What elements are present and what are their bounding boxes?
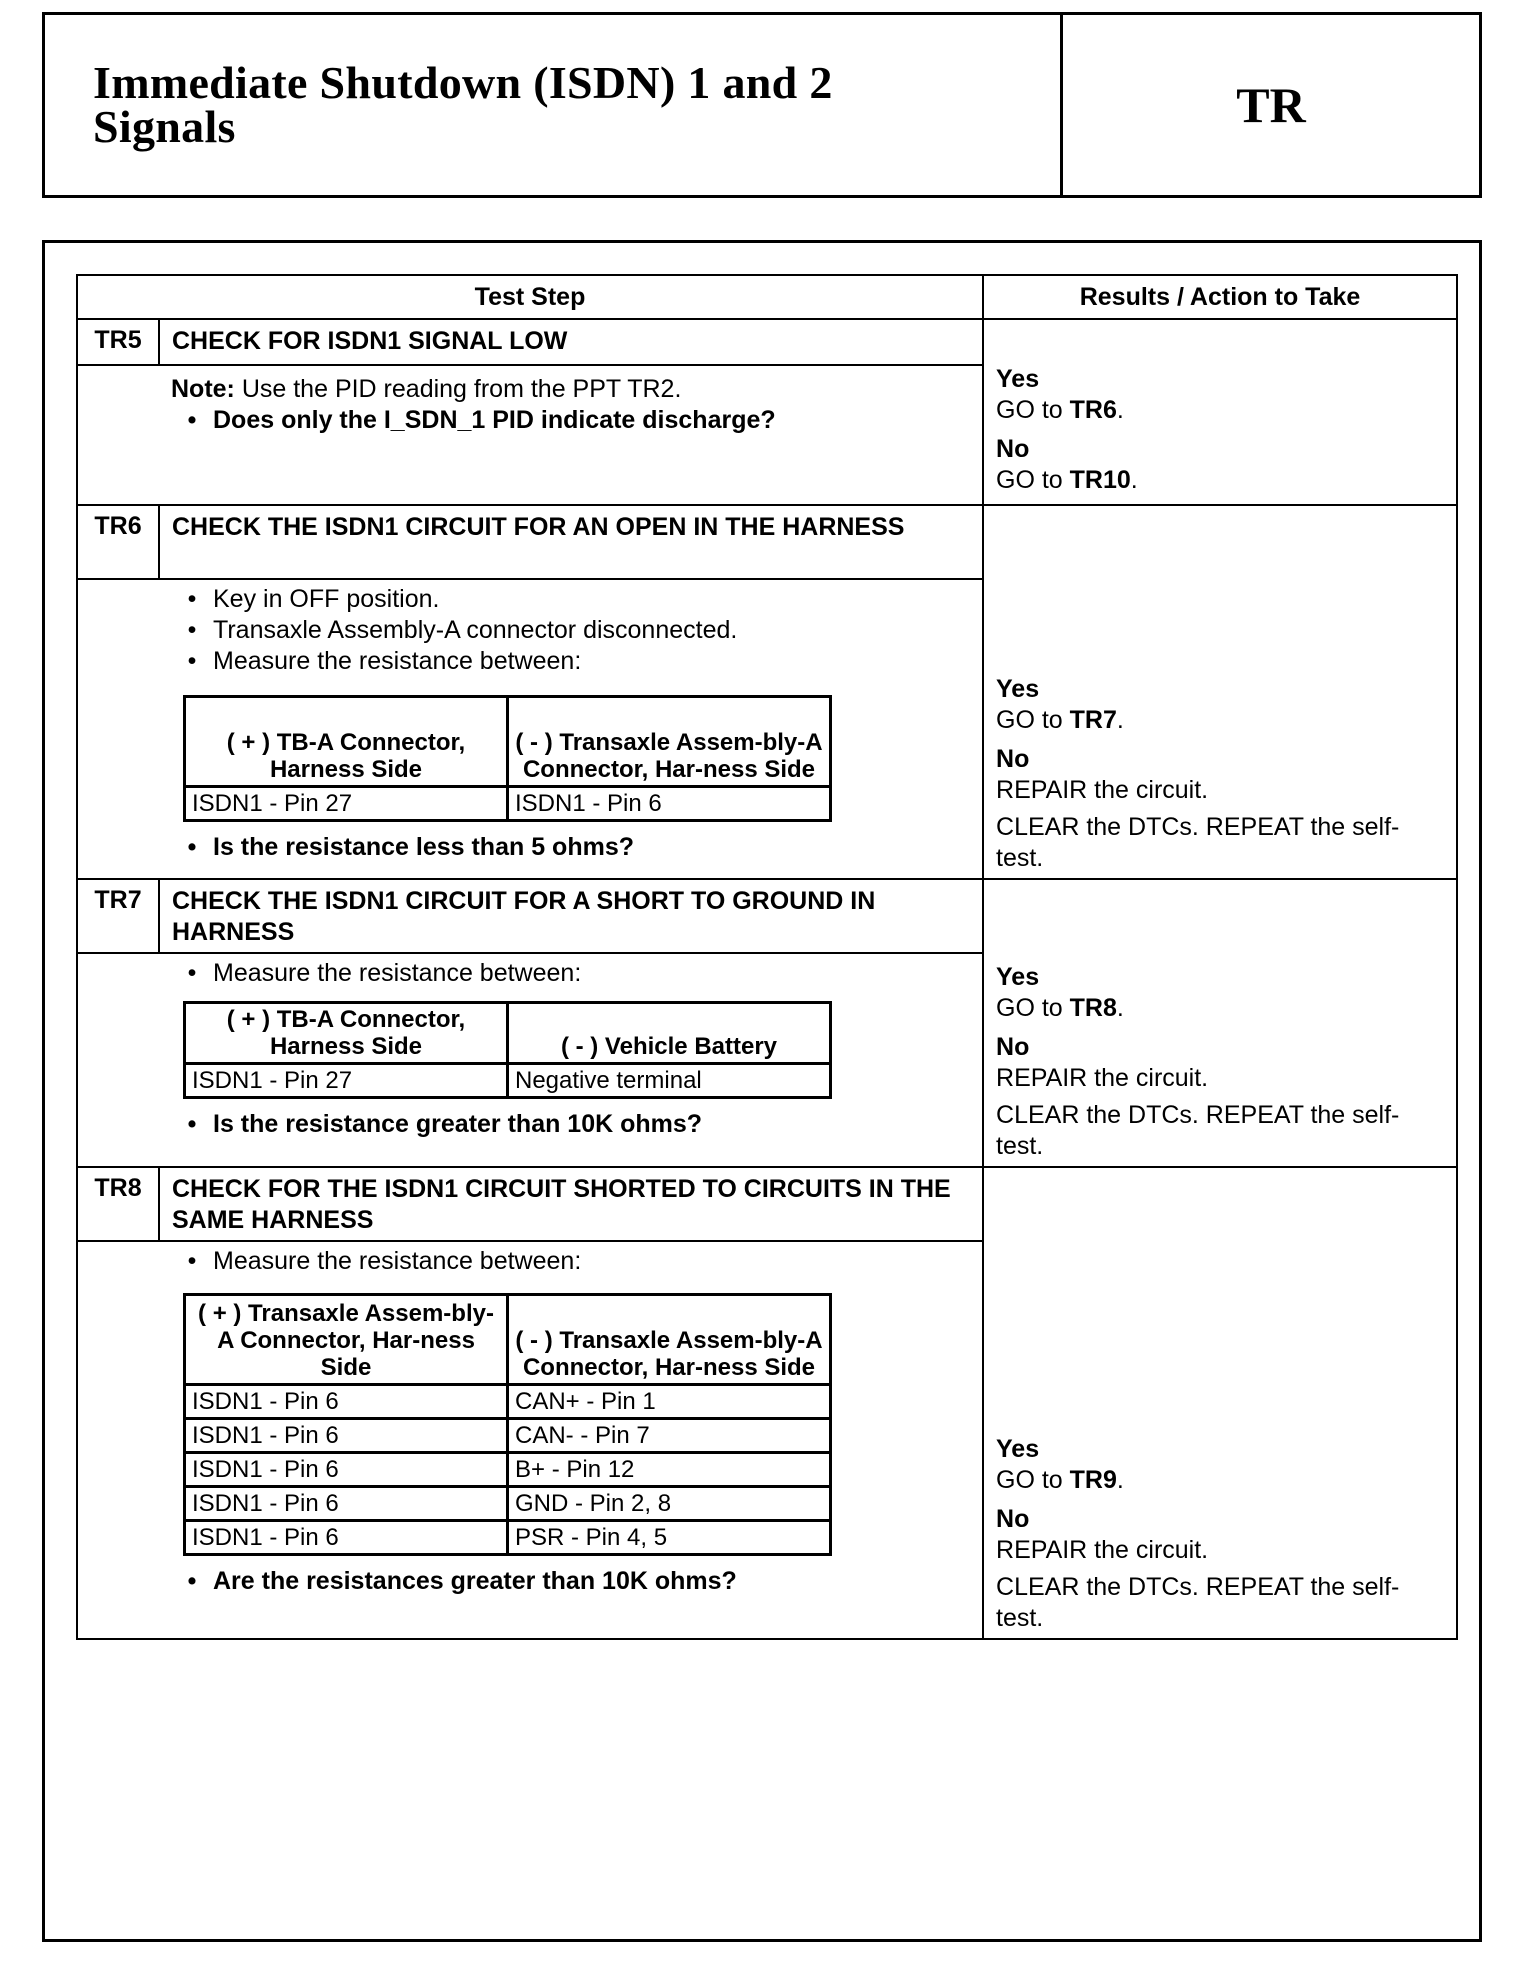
step-id-spacer — [77, 365, 159, 505]
sub-header-row — [185, 697, 831, 787]
no-label: No — [996, 435, 1030, 463]
step-row-title — [77, 319, 1457, 365]
sub-row — [185, 787, 831, 821]
bullet-text: Measure the resistance between: — [213, 1247, 582, 1275]
no-label: No — [996, 1033, 1030, 1061]
sub-header: ( - ) Vehicle Battery — [508, 1003, 831, 1064]
step-id: TR5 — [77, 319, 159, 365]
bullet-glyph: • — [187, 833, 197, 861]
bullet-glyph: • — [187, 1110, 197, 1138]
no-ref: TR10 — [1069, 466, 1131, 494]
sub-cell: CAN+ - Pin 1 — [508, 1385, 831, 1419]
sub-cell: GND - Pin 2, 8 — [508, 1487, 831, 1521]
step-body — [159, 365, 983, 505]
bullet-text: Measure the resistance between: — [213, 959, 582, 987]
no-action-repair: REPAIR the circuit. — [996, 776, 1209, 804]
bullet-item — [171, 584, 972, 615]
sub-header: ( - ) Transaxle Assem-bly-A Connector, Har-ness Side — [508, 1295, 831, 1385]
sub-row — [185, 1419, 831, 1453]
sub-header: ( + ) Transaxle Assem-bly-A Connector, Har-ness Side — [185, 1295, 508, 1385]
step-results — [983, 505, 1457, 879]
result-yes: Yes GO to TR7. — [996, 674, 1444, 736]
question-text: Does only the I_SDN_1 PID indicate discharge? — [213, 406, 776, 434]
step-title: CHECK FOR THE ISDN1 CIRCUIT SHORTED TO CIRCUITS IN THE SAME HARNESS — [159, 1167, 983, 1241]
yes-label: Yes — [996, 963, 1040, 991]
step-row-title — [77, 505, 1457, 579]
sub-row — [185, 1453, 831, 1487]
result-no — [996, 744, 1444, 874]
question-text: Are the resistances greater than 10K ohms? — [213, 1567, 737, 1595]
note-label: Note: — [171, 375, 235, 403]
sub-cell: PSR - Pin 4, 5 — [508, 1521, 831, 1555]
bullet-text: Transaxle Assembly-A connector disconnected. — [213, 616, 738, 644]
yes-label: Yes — [996, 1435, 1040, 1463]
step-row-title — [77, 879, 1457, 953]
step-title: CHECK FOR ISDN1 SIGNAL LOW — [159, 319, 983, 365]
bullet-item — [171, 615, 972, 646]
yes-action: GO to — [996, 994, 1070, 1022]
question — [171, 405, 972, 436]
step-row-title — [77, 1167, 1457, 1241]
sub-cell: CAN- - Pin 7 — [508, 1419, 831, 1453]
step-body — [159, 953, 983, 1167]
sub-header-row — [185, 1295, 831, 1385]
step-body — [159, 1241, 983, 1639]
bullet-glyph: • — [187, 647, 197, 675]
sub-cell: ISDN1 - Pin 27 — [185, 787, 508, 821]
bullet-item — [171, 958, 972, 989]
no-action-clear: CLEAR the DTCs. REPEAT the self-test. — [996, 813, 1400, 872]
result-yes: Yes GO to TR8. — [996, 962, 1444, 1024]
bullet-glyph: • — [187, 585, 197, 613]
result-yes: Yes GO to TR6. — [996, 364, 1444, 426]
bullet-item — [171, 646, 972, 677]
no-action: GO to — [996, 466, 1070, 494]
sub-header: ( + ) TB-A Connector, Harness Side — [185, 697, 508, 787]
bullet-glyph: • — [187, 616, 197, 644]
bullet-glyph: • — [187, 1247, 197, 1275]
bullet-text: Key in OFF position. — [213, 585, 440, 613]
result-yes: Yes GO to TR9. — [996, 1434, 1444, 1496]
question-text: Is the resistance less than 5 ohms? — [213, 833, 634, 861]
question — [171, 832, 972, 863]
result-no: No GO to TR10. — [996, 434, 1444, 496]
table-header-row — [77, 275, 1457, 319]
bullet-glyph: • — [187, 406, 197, 434]
sub-cell: ISDN1 - Pin 6 — [185, 1521, 508, 1555]
step-id: TR7 — [77, 879, 159, 953]
measurement-table — [183, 1001, 832, 1099]
question — [171, 1566, 972, 1597]
step-id-spacer — [77, 579, 159, 879]
bullet-glyph: • — [187, 959, 197, 987]
yes-ref: TR9 — [1069, 1466, 1117, 1494]
step-id: TR8 — [77, 1167, 159, 1241]
step-id-spacer — [77, 953, 159, 1167]
sub-row — [185, 1487, 831, 1521]
note-text: Use the PID reading from the PPT TR2. — [234, 375, 682, 403]
step-results — [983, 319, 1457, 505]
step-title: CHECK THE ISDN1 CIRCUIT FOR AN OPEN IN THE HARNESS — [159, 505, 983, 579]
sub-row — [185, 1064, 831, 1098]
step-body — [159, 579, 983, 879]
no-label: No — [996, 1505, 1030, 1533]
sub-row — [185, 1521, 831, 1555]
step-title: CHECK THE ISDN1 CIRCUIT FOR A SHORT TO GROUND IN HARNESS — [159, 879, 983, 953]
result-no — [996, 1032, 1444, 1162]
col-header-results: Results / Action to Take — [983, 275, 1457, 319]
no-action-clear: CLEAR the DTCs. REPEAT the self-test. — [996, 1573, 1400, 1632]
step-id: TR6 — [77, 505, 159, 579]
measurement-table — [183, 1293, 832, 1556]
sub-cell: ISDN1 - Pin 6 — [185, 1385, 508, 1419]
bullet-text: Measure the resistance between: — [213, 647, 582, 675]
sub-cell: ISDN1 - Pin 6 — [185, 1487, 508, 1521]
step-results — [983, 879, 1457, 1167]
result-no — [996, 1504, 1444, 1634]
question — [171, 1109, 972, 1140]
yes-action: GO to — [996, 396, 1070, 424]
col-header-test-step: Test Step — [77, 275, 983, 319]
no-action-repair: REPAIR the circuit. — [996, 1536, 1209, 1564]
step-results — [983, 1167, 1457, 1639]
section-code: TR — [1236, 77, 1306, 133]
yes-action: GO to — [996, 706, 1070, 734]
yes-action: GO to — [996, 1466, 1070, 1494]
sub-cell: ISDN1 - Pin 6 — [508, 787, 831, 821]
no-action-repair: REPAIR the circuit. — [996, 1064, 1209, 1092]
page-title — [93, 57, 833, 152]
sub-header: ( - ) Transaxle Assem-bly-A Connector, Har-ness Side — [508, 697, 831, 787]
sub-header: ( + ) TB-A Connector, Harness Side — [185, 1003, 508, 1064]
sub-cell: ISDN1 - Pin 6 — [185, 1419, 508, 1453]
bullet-glyph: • — [187, 1567, 197, 1595]
sub-cell: Negative terminal — [508, 1064, 831, 1098]
bullet-item — [171, 1246, 972, 1277]
question-text: Is the resistance greater than 10K ohms? — [213, 1110, 703, 1138]
step-id-spacer — [77, 1241, 159, 1639]
sub-cell: ISDN1 - Pin 6 — [185, 1453, 508, 1487]
sub-row — [185, 1385, 831, 1419]
yes-ref: TR8 — [1069, 994, 1117, 1022]
page-title-line1: Immediate Shutdown (ISDN) 1 and 2 — [93, 57, 833, 108]
sub-cell: ISDN1 - Pin 27 — [185, 1064, 508, 1098]
sub-cell: B+ - Pin 12 — [508, 1453, 831, 1487]
test-step-table — [76, 274, 1458, 1640]
no-action-clear: CLEAR the DTCs. REPEAT the self-test. — [996, 1101, 1400, 1160]
page-title-line2: Signals — [93, 101, 236, 152]
measurement-table — [183, 695, 832, 822]
yes-label: Yes — [996, 675, 1040, 703]
yes-ref: TR6 — [1069, 396, 1117, 424]
yes-label: Yes — [996, 365, 1040, 393]
page-header — [42, 12, 1482, 198]
sub-header-row — [185, 1003, 831, 1064]
yes-ref: TR7 — [1069, 706, 1117, 734]
no-label: No — [996, 745, 1030, 773]
